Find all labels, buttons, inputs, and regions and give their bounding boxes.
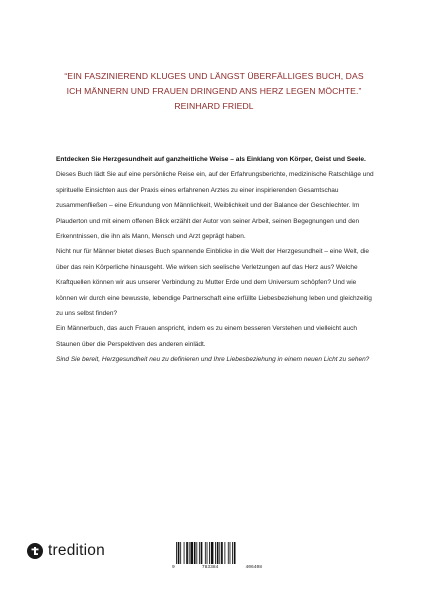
book-description xyxy=(56,152,374,368)
barcode-lead-digit: 9 xyxy=(172,565,175,570)
barcode-digit-group-1: 783384 xyxy=(201,565,219,570)
quote-author: REINHARD FRIEDL xyxy=(174,101,254,111)
barcode-bar xyxy=(219,542,220,564)
barcode-bar xyxy=(234,542,236,564)
barcode-bar xyxy=(215,542,216,564)
publisher-logo xyxy=(27,541,105,561)
barcode-bar xyxy=(186,542,188,564)
quote-line-1: “EIN FASZINIEREND KLUGES UND LÄNGST ÜBERFÄLLIGES BUCH, DAS xyxy=(64,71,364,81)
endorsement-quote xyxy=(50,69,378,114)
barcode-bar xyxy=(176,542,177,564)
barcode-bar xyxy=(199,542,200,564)
description-lead: Entdecken Sie Herzgesundheit auf ganzheitliche Weise – als Einklang von Körper, Geist und Seele. xyxy=(56,156,366,163)
tredition-logo-icon xyxy=(27,543,43,559)
description-paragraph-1: Dieses Buch lädt Sie auf eine persönliche Reise ein, auf der Erfahrungsberichte, medizinische Ratschläge und spirituelle Einsichten aus der Praxis eines erfahrenen Arztes zu einer inspirierenden Gesamtschau zusammenfließen – eine Erkundung von Männlichkeit, Weiblichkeit und der Balance der Geschlechter. Im Plauderton und mit einem offenen Blick erzählt der Autor von seiner Arbeit, seinen Begegnungen und den Erkenntnissen, die ihn als Mann, Mensch und Arzt geprägt haben. xyxy=(56,171,374,241)
barcode-bar xyxy=(207,542,208,564)
barcode-bar xyxy=(194,542,196,564)
barcode-bar xyxy=(221,542,223,564)
barcode-bar xyxy=(230,542,231,564)
barcode-bar xyxy=(201,542,203,564)
description-paragraph-3: Ein Männerbuch, das auch Frauen anspricht, indem es zu einem besseren Verstehen und vielleicht auch Staunen über die Perspektiven des anderen einlädt. xyxy=(56,325,357,348)
barcode-bar xyxy=(205,542,206,564)
description-closing-question: Sind Sie bereit, Herzgesundheit neu zu definieren und Ihre Liebesbeziehung in einem neuen Licht zu sehen? xyxy=(56,356,370,364)
barcode-bar xyxy=(211,542,214,564)
barcode-bar xyxy=(178,542,180,564)
barcode-bar xyxy=(217,542,219,564)
barcode-bar xyxy=(180,542,181,564)
description-paragraph-2: Nicht nur für Männer bietet dieses Buch spannende Einblicke in die Welt der Herzgesundheit – eine Welt, die über das rein Körperliche hinausgeht. Wie wirken sich seelische Verletzungen auf das Herz aus? Welche Kraftquellen können wir aus unserer Verbindung zu Mutter Erde und dem Universum schöpfen? Und wie können wir durch eine bewusste, lebendige Partnerschaft eine erfüllte Liebesbeziehung leben und gleichzeitig zu uns selbst finden? xyxy=(56,248,372,318)
barcode-bar xyxy=(196,542,197,564)
barcode-bar xyxy=(190,542,193,564)
publisher-name: tredition xyxy=(48,542,105,559)
barcode-bar xyxy=(184,542,185,564)
barcode-bar xyxy=(189,542,190,564)
isbn-barcode-digits xyxy=(172,565,262,570)
barcode-bar xyxy=(224,542,225,564)
barcode-bar xyxy=(232,542,233,564)
barcode-bar xyxy=(228,542,229,564)
quote-line-2: ICH MÄNNERN UND FRAUEN DRINGEND ANS HERZ LEGEN MÖCHTE.” xyxy=(66,86,362,96)
barcode-bar xyxy=(209,542,210,564)
barcode-digit-group-2: 406408 xyxy=(245,565,262,570)
